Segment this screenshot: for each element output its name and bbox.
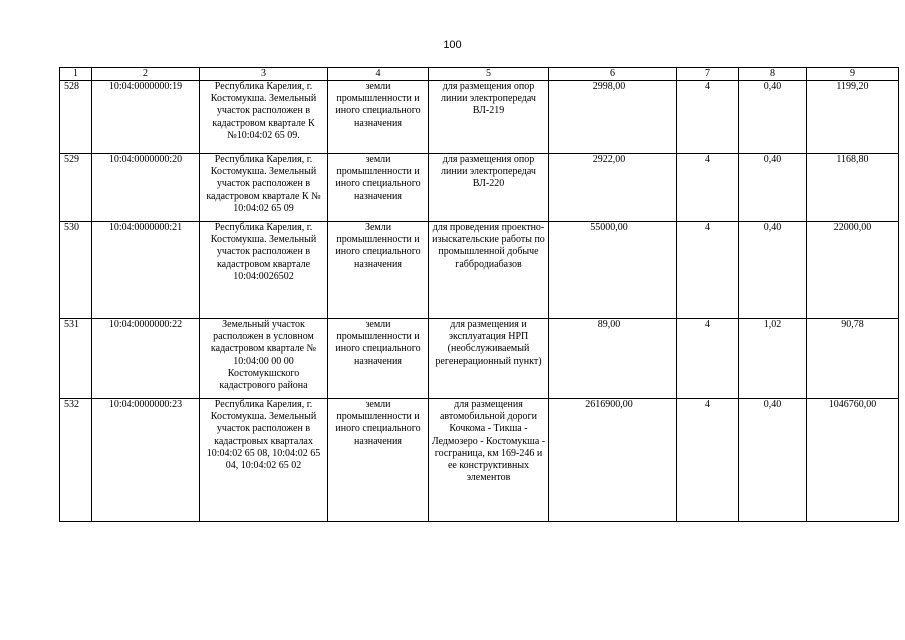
total-amount: 1046760,00 — [807, 399, 899, 522]
coefficient-value: 0,40 — [739, 222, 807, 319]
rate-value: 4 — [677, 319, 739, 399]
row-number: 531 — [60, 319, 92, 399]
permitted-use: для размещения опор линии электропередач ВЛ-220 — [429, 154, 549, 222]
row-number: 530 — [60, 222, 92, 319]
plot-location: Республика Карелия, г. Костомукша. Земельный участок расположен в кадастровом квартале К №10:04:02 65 09. — [200, 81, 328, 154]
permitted-use: для размещения и эксплуатация НРП (необслуживаемый регенерационный пункт) — [429, 319, 549, 399]
column-header: 2 — [92, 68, 200, 81]
permitted-use: для размещения опор линии электропередач ВЛ-219 — [429, 81, 549, 154]
cadastral-number: 10:04:0000000:23 — [92, 399, 200, 522]
row-number: 529 — [60, 154, 92, 222]
column-header: 7 — [677, 68, 739, 81]
permitted-use: для размещения автомобильной дороги Кочкома - Тикша - Ледмозеро - Костомукша - госграница, км 169-246 и ее конструктивных элементов — [429, 399, 549, 522]
column-header: 9 — [807, 68, 899, 81]
table-header-row — [60, 68, 899, 81]
plot-area: 55000,00 — [549, 222, 677, 319]
land-category: Земли промышленности и иного специального назначения — [328, 222, 429, 319]
coefficient-value: 0,40 — [739, 399, 807, 522]
coefficient-value: 0,40 — [739, 81, 807, 154]
permitted-use: для проведения проектно-изыскательские работы по промышленной добыче габбродиабазов — [429, 222, 549, 319]
total-amount: 1168,80 — [807, 154, 899, 222]
rate-value: 4 — [677, 154, 739, 222]
plot-location: Республика Карелия, г. Костомукша. Земельный участок расположен в кадастровых кварталах 10:04:02 65 08, 10:04:02 65 04, 10:04:02 65 02 — [200, 399, 328, 522]
column-header: 5 — [429, 68, 549, 81]
plot-location: Республика Карелия, г. Костомукша. Земельный участок расположен в кадастровом квартале 10:04:0026502 — [200, 222, 328, 319]
cadastral-number: 10:04:0000000:19 — [92, 81, 200, 154]
column-header: 1 — [60, 68, 92, 81]
table-row — [60, 319, 899, 399]
total-amount: 22000,00 — [807, 222, 899, 319]
row-number: 528 — [60, 81, 92, 154]
plot-location: Республика Карелия, г. Костомукша. Земельный участок расположен в кадастровом квартале К № 10:04:02 65 09 — [200, 154, 328, 222]
column-header: 8 — [739, 68, 807, 81]
cadastral-number: 10:04:0000000:20 — [92, 154, 200, 222]
total-amount: 90,78 — [807, 319, 899, 399]
rate-value: 4 — [677, 222, 739, 319]
page-number: 100 — [443, 39, 462, 51]
column-header: 4 — [328, 68, 429, 81]
plot-area: 89,00 — [549, 319, 677, 399]
coefficient-value: 0,40 — [739, 154, 807, 222]
land-category: земли промышленности и иного специального назначения — [328, 399, 429, 522]
land-category: земли промышленности и иного специального назначения — [328, 319, 429, 399]
table-row — [60, 399, 899, 522]
cadastral-number: 10:04:0000000:21 — [92, 222, 200, 319]
cadastral-number: 10:04:0000000:22 — [92, 319, 200, 399]
coefficient-value: 1,02 — [739, 319, 807, 399]
plot-location: Земельный участок расположен в условном кадастровом квартале № 10:04:00 00 00 Костомукшского кадастрового района — [200, 319, 328, 399]
column-header: 3 — [200, 68, 328, 81]
rate-value: 4 — [677, 399, 739, 522]
plot-area: 2922,00 — [549, 154, 677, 222]
land-category: земли промышленности и иного специального назначения — [328, 81, 429, 154]
total-amount: 1199,20 — [807, 81, 899, 154]
land-category: земли промышленности и иного специального назначения — [328, 154, 429, 222]
land-plots-table — [59, 67, 899, 522]
plot-area: 2998,00 — [549, 81, 677, 154]
table-row — [60, 81, 899, 154]
table-row — [60, 154, 899, 222]
row-number: 532 — [60, 399, 92, 522]
column-header: 6 — [549, 68, 677, 81]
rate-value: 4 — [677, 81, 739, 154]
plot-area: 2616900,00 — [549, 399, 677, 522]
table-row — [60, 222, 899, 319]
